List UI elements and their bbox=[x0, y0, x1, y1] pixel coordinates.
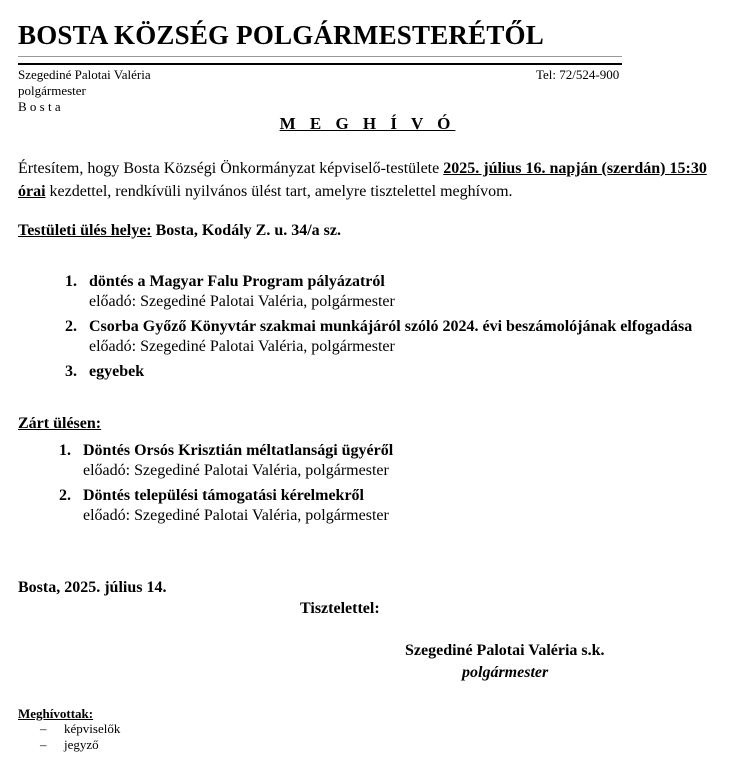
agenda-item bbox=[0, 317, 735, 357]
agenda-item bbox=[0, 362, 735, 382]
meeting-time-suffix: órai bbox=[18, 183, 46, 200]
closed-item-title: Döntés Orsós Krisztián méltatlansági ügyéről bbox=[83, 442, 394, 459]
document-date: Bosta, 2025. július 14. bbox=[18, 579, 167, 596]
agenda-item-number: 3. bbox=[65, 363, 77, 380]
document-title-text: M E G H Í V Ó bbox=[279, 114, 456, 133]
agenda-item-title: Csorba Győző Könyvtár szakmai munkájáról szóló 2024. évi beszámolójának elfogadása bbox=[89, 318, 693, 335]
sender-town: B o s t a bbox=[18, 99, 61, 114]
closed-item-speaker: előadó: Szegediné Palotai Valéria, polgármester bbox=[83, 507, 389, 524]
invited-item bbox=[0, 721, 200, 737]
agenda-item-title: döntés a Magyar Falu Program pályázatról bbox=[89, 273, 385, 290]
document-title bbox=[0, 114, 735, 134]
agenda-item-number: 2. bbox=[65, 318, 77, 335]
intro-part2: kezdettel, rendkívüli nyilvános ülést tart, amelyre tisztelettel meghívom. bbox=[45, 183, 513, 200]
intro-paragraph bbox=[18, 157, 718, 203]
header-rule-thin bbox=[18, 56, 622, 57]
sender-role: polgármester bbox=[18, 83, 86, 98]
venue-value: Bosta, Kodály Z. u. 34/a sz. bbox=[151, 222, 341, 239]
letterhead-title: BOSTA KÖZSÉG POLGÁRMESTERÉTŐL bbox=[18, 20, 544, 50]
venue-line bbox=[18, 222, 341, 240]
dash-bullet: – bbox=[40, 737, 47, 752]
agenda-item-title: egyebek bbox=[89, 363, 145, 380]
invited-item-label: jegyző bbox=[64, 737, 99, 752]
agenda-item bbox=[0, 272, 735, 312]
meeting-datetime: 2025. július 16. napján (szerdán) 15:30 bbox=[443, 160, 707, 177]
phone-number: Tel: 72/524-900 bbox=[536, 67, 620, 82]
sender-block bbox=[18, 67, 151, 115]
invited-item bbox=[0, 737, 200, 753]
signature-name: Szegediné Palotai Valéria s.k. bbox=[405, 642, 605, 659]
closed-session-item bbox=[0, 486, 735, 526]
header-rule-thick bbox=[18, 63, 622, 65]
agenda-item-speaker: előadó: Szegediné Palotai Valéria, polgármester bbox=[89, 293, 395, 310]
closed-item-title: Döntés települési támogatási kérelmekről bbox=[83, 487, 364, 504]
agenda-item-speaker: előadó: Szegediné Palotai Valéria, polgármester bbox=[89, 338, 395, 355]
signature-role: polgármester bbox=[462, 664, 549, 681]
venue-label: Testületi ülés helye: bbox=[18, 222, 152, 239]
closed-item-number: 1. bbox=[59, 442, 71, 459]
dash-bullet: – bbox=[40, 721, 47, 736]
invited-item-label: képviselők bbox=[64, 721, 121, 736]
closed-session-label: Zárt ülésen: bbox=[18, 415, 102, 432]
closed-item-number: 2. bbox=[59, 487, 71, 504]
intro-part1: Értesítem, hogy Bosta Községi Önkormányzat képviselő-testülete bbox=[18, 160, 444, 177]
agenda-item-number: 1. bbox=[65, 273, 77, 290]
sender-name: Szegediné Palotai Valéria bbox=[18, 67, 151, 82]
greeting: Tisztelettel: bbox=[300, 600, 380, 617]
closed-session-item bbox=[0, 441, 735, 481]
closed-item-speaker: előadó: Szegediné Palotai Valéria, polgármester bbox=[83, 462, 389, 479]
invited-label: Meghívottak: bbox=[18, 706, 94, 721]
